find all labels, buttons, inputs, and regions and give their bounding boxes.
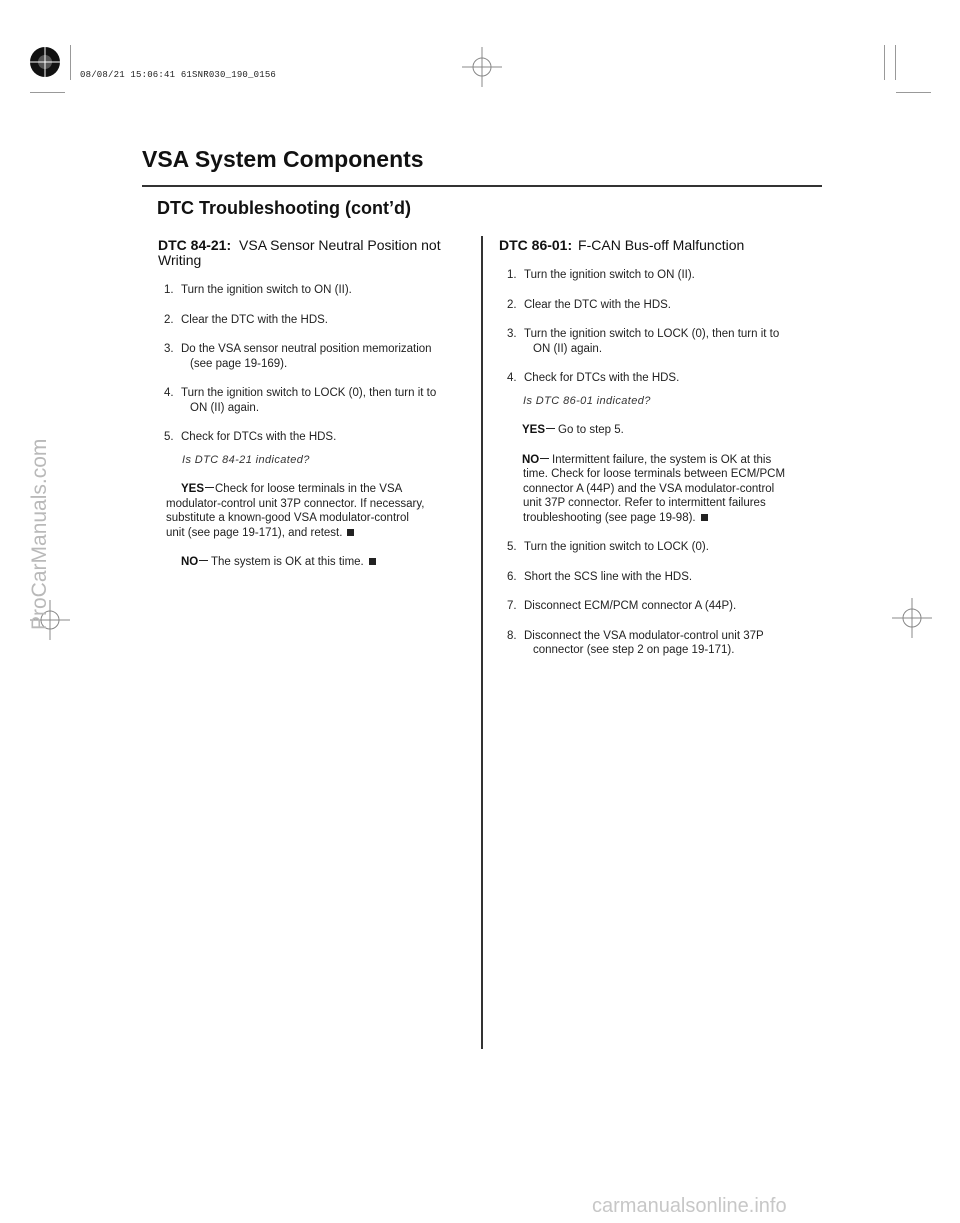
section-title: DTC Troubleshooting (cont’d) — [157, 198, 411, 218]
step-item: 7. Disconnect ECM/PCM connector A (44P). — [507, 600, 737, 612]
bottom-watermark: carmanualsonline.info — [592, 1195, 787, 1217]
crop-mark — [884, 45, 885, 80]
page-title: VSA System Components — [142, 146, 424, 172]
step-item: 6. Short the SCS line with the HDS. — [507, 570, 693, 583]
registration-mark-icon — [28, 45, 62, 79]
dtc-heading — [158, 238, 470, 268]
column-divider — [481, 236, 483, 1049]
step-item: 5. Turn the ignition switch to LOCK (0). — [507, 541, 709, 553]
no-label: NO — [181, 556, 199, 568]
step-item: 8. Disconnect the VSA modulator-control unit 37P connector (see step 2 on page 19-171). — [507, 629, 764, 656]
step-list — [164, 283, 470, 445]
step-item: 5. Check for DTCs with the HDS. — [164, 431, 337, 443]
yes-label: YES — [181, 483, 205, 495]
crop-mark — [895, 45, 896, 80]
side-watermark: ProCarManuals.com — [28, 438, 51, 630]
end-mark-icon — [347, 529, 354, 536]
title-rule — [142, 185, 822, 187]
print-stamp: 08/08/21 15:06:41 61SNR030_190_0156 — [80, 70, 277, 80]
step-item: 2. Clear the DTC with the HDS. — [164, 313, 328, 326]
dtc-code: DTC 84-21: — [158, 237, 232, 253]
yes-label: YES — [522, 424, 546, 436]
no-answer: NO Intermittent failure, the system is OK at this time. Check for loose terminals between ECM/PCM connector A (44P) and the VSA modulator-control unit 37P connector. Refer to intermittent failures troubleshooting (see page 19-98). — [522, 453, 786, 524]
step-item: 1. Turn the ignition switch to ON (II). — [507, 269, 695, 281]
crop-mark — [30, 92, 65, 93]
step-item: 1. Turn the ignition switch to ON (II). — [164, 284, 352, 296]
dtc-title: VSA Sensor Neutral Position not — [239, 237, 441, 253]
question: Is DTC 86-01 indicated? — [523, 394, 651, 407]
no-label: NO — [522, 453, 540, 466]
crop-mark — [70, 45, 71, 80]
yes-answer: YES Go to step 5. — [522, 424, 624, 436]
step-item: 3. Turn the ignition switch to LOCK (0), then turn it to ON (II) again. — [507, 328, 780, 355]
crosshair-target-icon — [462, 47, 502, 87]
dtc-title-continued: Writing — [158, 252, 202, 268]
right-column — [499, 238, 817, 658]
step-item: 2. Clear the DTC with the HDS. — [507, 298, 671, 311]
step-item: 4. Check for DTCs with the HDS. — [507, 372, 680, 384]
end-mark-icon — [369, 558, 376, 565]
end-mark-icon — [701, 514, 708, 521]
left-column — [158, 238, 470, 570]
dtc-heading — [499, 238, 817, 253]
dash-icon — [199, 560, 208, 561]
crosshair-target-icon — [892, 598, 932, 638]
step-item: 4. Turn the ignition switch to LOCK (0), then turn it to ON (II) again. — [164, 387, 437, 414]
dtc-code: DTC 86-01: — [499, 237, 573, 253]
step-list — [507, 540, 817, 658]
yes-answer: YES Check for loose terminals in the VSA modulator-control unit 37P connector. If necessary, substitute a known-good VSA modulator-control unit (see page 19-171), and retest. — [166, 483, 425, 539]
crop-mark — [896, 92, 931, 93]
dtc-title: F-CAN Bus-off Malfunction — [578, 237, 745, 253]
dash-icon — [540, 458, 549, 459]
step-list — [507, 268, 817, 386]
step-item: 3. Do the VSA sensor neutral position memorization (see page 19-169). — [164, 343, 432, 370]
no-answer: NO The system is OK at this time. — [158, 555, 470, 570]
dash-icon — [546, 428, 555, 429]
dash-icon — [205, 487, 214, 488]
question: Is DTC 84-21 indicated? — [182, 453, 310, 466]
